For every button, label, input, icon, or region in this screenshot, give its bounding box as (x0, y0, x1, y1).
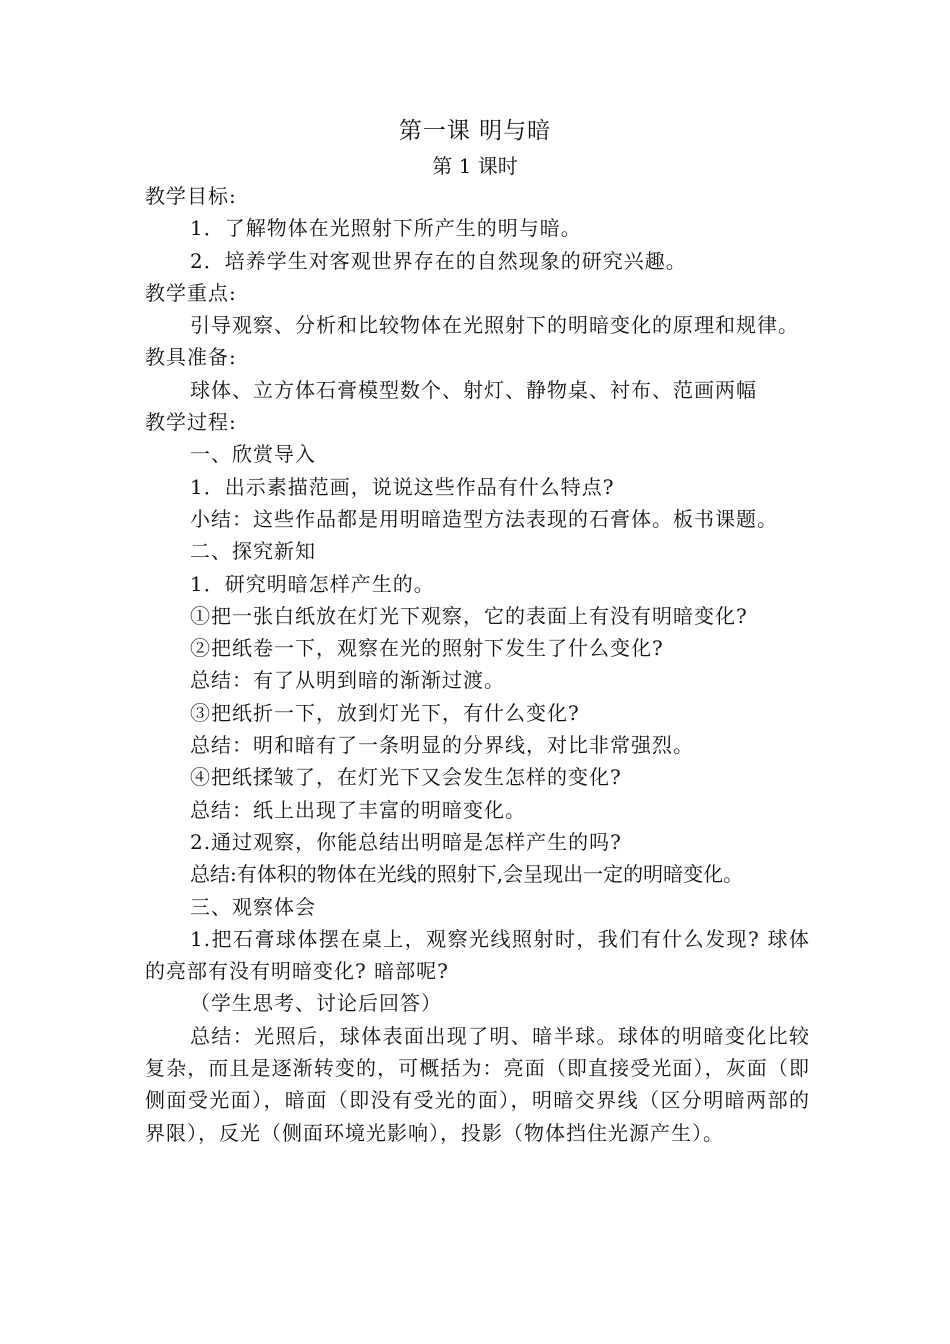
process-step-heading: 三、观察体会 (190, 894, 316, 919)
process-text-line: 总结：纸上出现了丰富的明暗变化。 (190, 797, 526, 822)
key-point-paragraph: 引导观察、分析和比较物体在光照射下的明暗变化的原理和规律。 (190, 313, 799, 338)
objective-item: 2．培养学生对客观世界存在的自然现象的研究兴趣。 (190, 248, 687, 273)
process-text-line: ①把一张白纸放在灯光下观察，它的表面上有没有明暗变化? (190, 603, 748, 628)
process-text-line: 总结：有了从明到暗的渐渐过渡。 (190, 668, 505, 693)
process-text-line: （学生思考、讨论后回答） (190, 991, 442, 1016)
section-heading-materials: 教具准备: (145, 345, 237, 370)
lesson-content (145, 180, 810, 1149)
objective-item: 1．了解物体在光照射下所产生的明与暗。 (190, 216, 582, 241)
lesson-title: 第一课 明与暗 (398, 118, 552, 144)
materials-list: 球体、立方体石膏模型数个、射灯、静物桌、衬布、范画两幅 (190, 377, 757, 402)
section-heading-key-points: 教学重点: (145, 280, 237, 305)
process-text-line: 1．研究明暗怎样产生的。 (190, 571, 435, 596)
process-text-line: ②把纸卷一下，观察在光的照射下发生了什么变化? (190, 636, 664, 661)
process-step-heading: 一、欣赏导入 (190, 442, 316, 467)
lesson-subtitle: 第 1 课时 (432, 154, 518, 178)
section-heading-objectives: 教学目标: (145, 184, 237, 208)
summary-paragraph: 总结：光照后，球体表面出现了明、暗半球。球体的明暗变化比较复杂，而且是逐渐转变的，可概括为：亮面（即直接受光面），灰面（即侧面受光面），暗面（即没有受光的面），明暗交界线（区分明暗两部的界限），反光（侧面环境光影响），投影（物体挡住光源产生）。 (145, 1023, 810, 1145)
process-text-line: 2.通过观察，你能总结出明暗是怎样产生的吗? (190, 829, 622, 854)
process-text-line: ④把纸揉皱了，在灯光下又会发生怎样的变化? (190, 765, 622, 790)
process-text-line: 1．出示素描范画，说说这些作品有什么特点? (190, 474, 615, 499)
process-text-line: ③把纸折一下，放到灯光下，有什么变化? (190, 700, 580, 725)
section-heading-process: 教学过程: (145, 410, 237, 435)
process-step-heading: 二、探究新知 (190, 539, 316, 564)
process-paragraph: 1.把石膏球体摆在桌上，观察光线照射时，我们有什么发现? 球体的亮部有没有明暗变化? 暗部呢? (145, 926, 810, 984)
process-text-line: 总结：明和暗有了一条明显的分界线，对比非常强烈。 (190, 733, 694, 758)
process-text-line: 总结:有体积的物体在光线的照射下,会呈现出一定的明暗变化。 (190, 862, 744, 887)
process-text-line: 小结：这些作品都是用明暗造型方法表现的石膏体。板书课题。 (190, 506, 778, 531)
